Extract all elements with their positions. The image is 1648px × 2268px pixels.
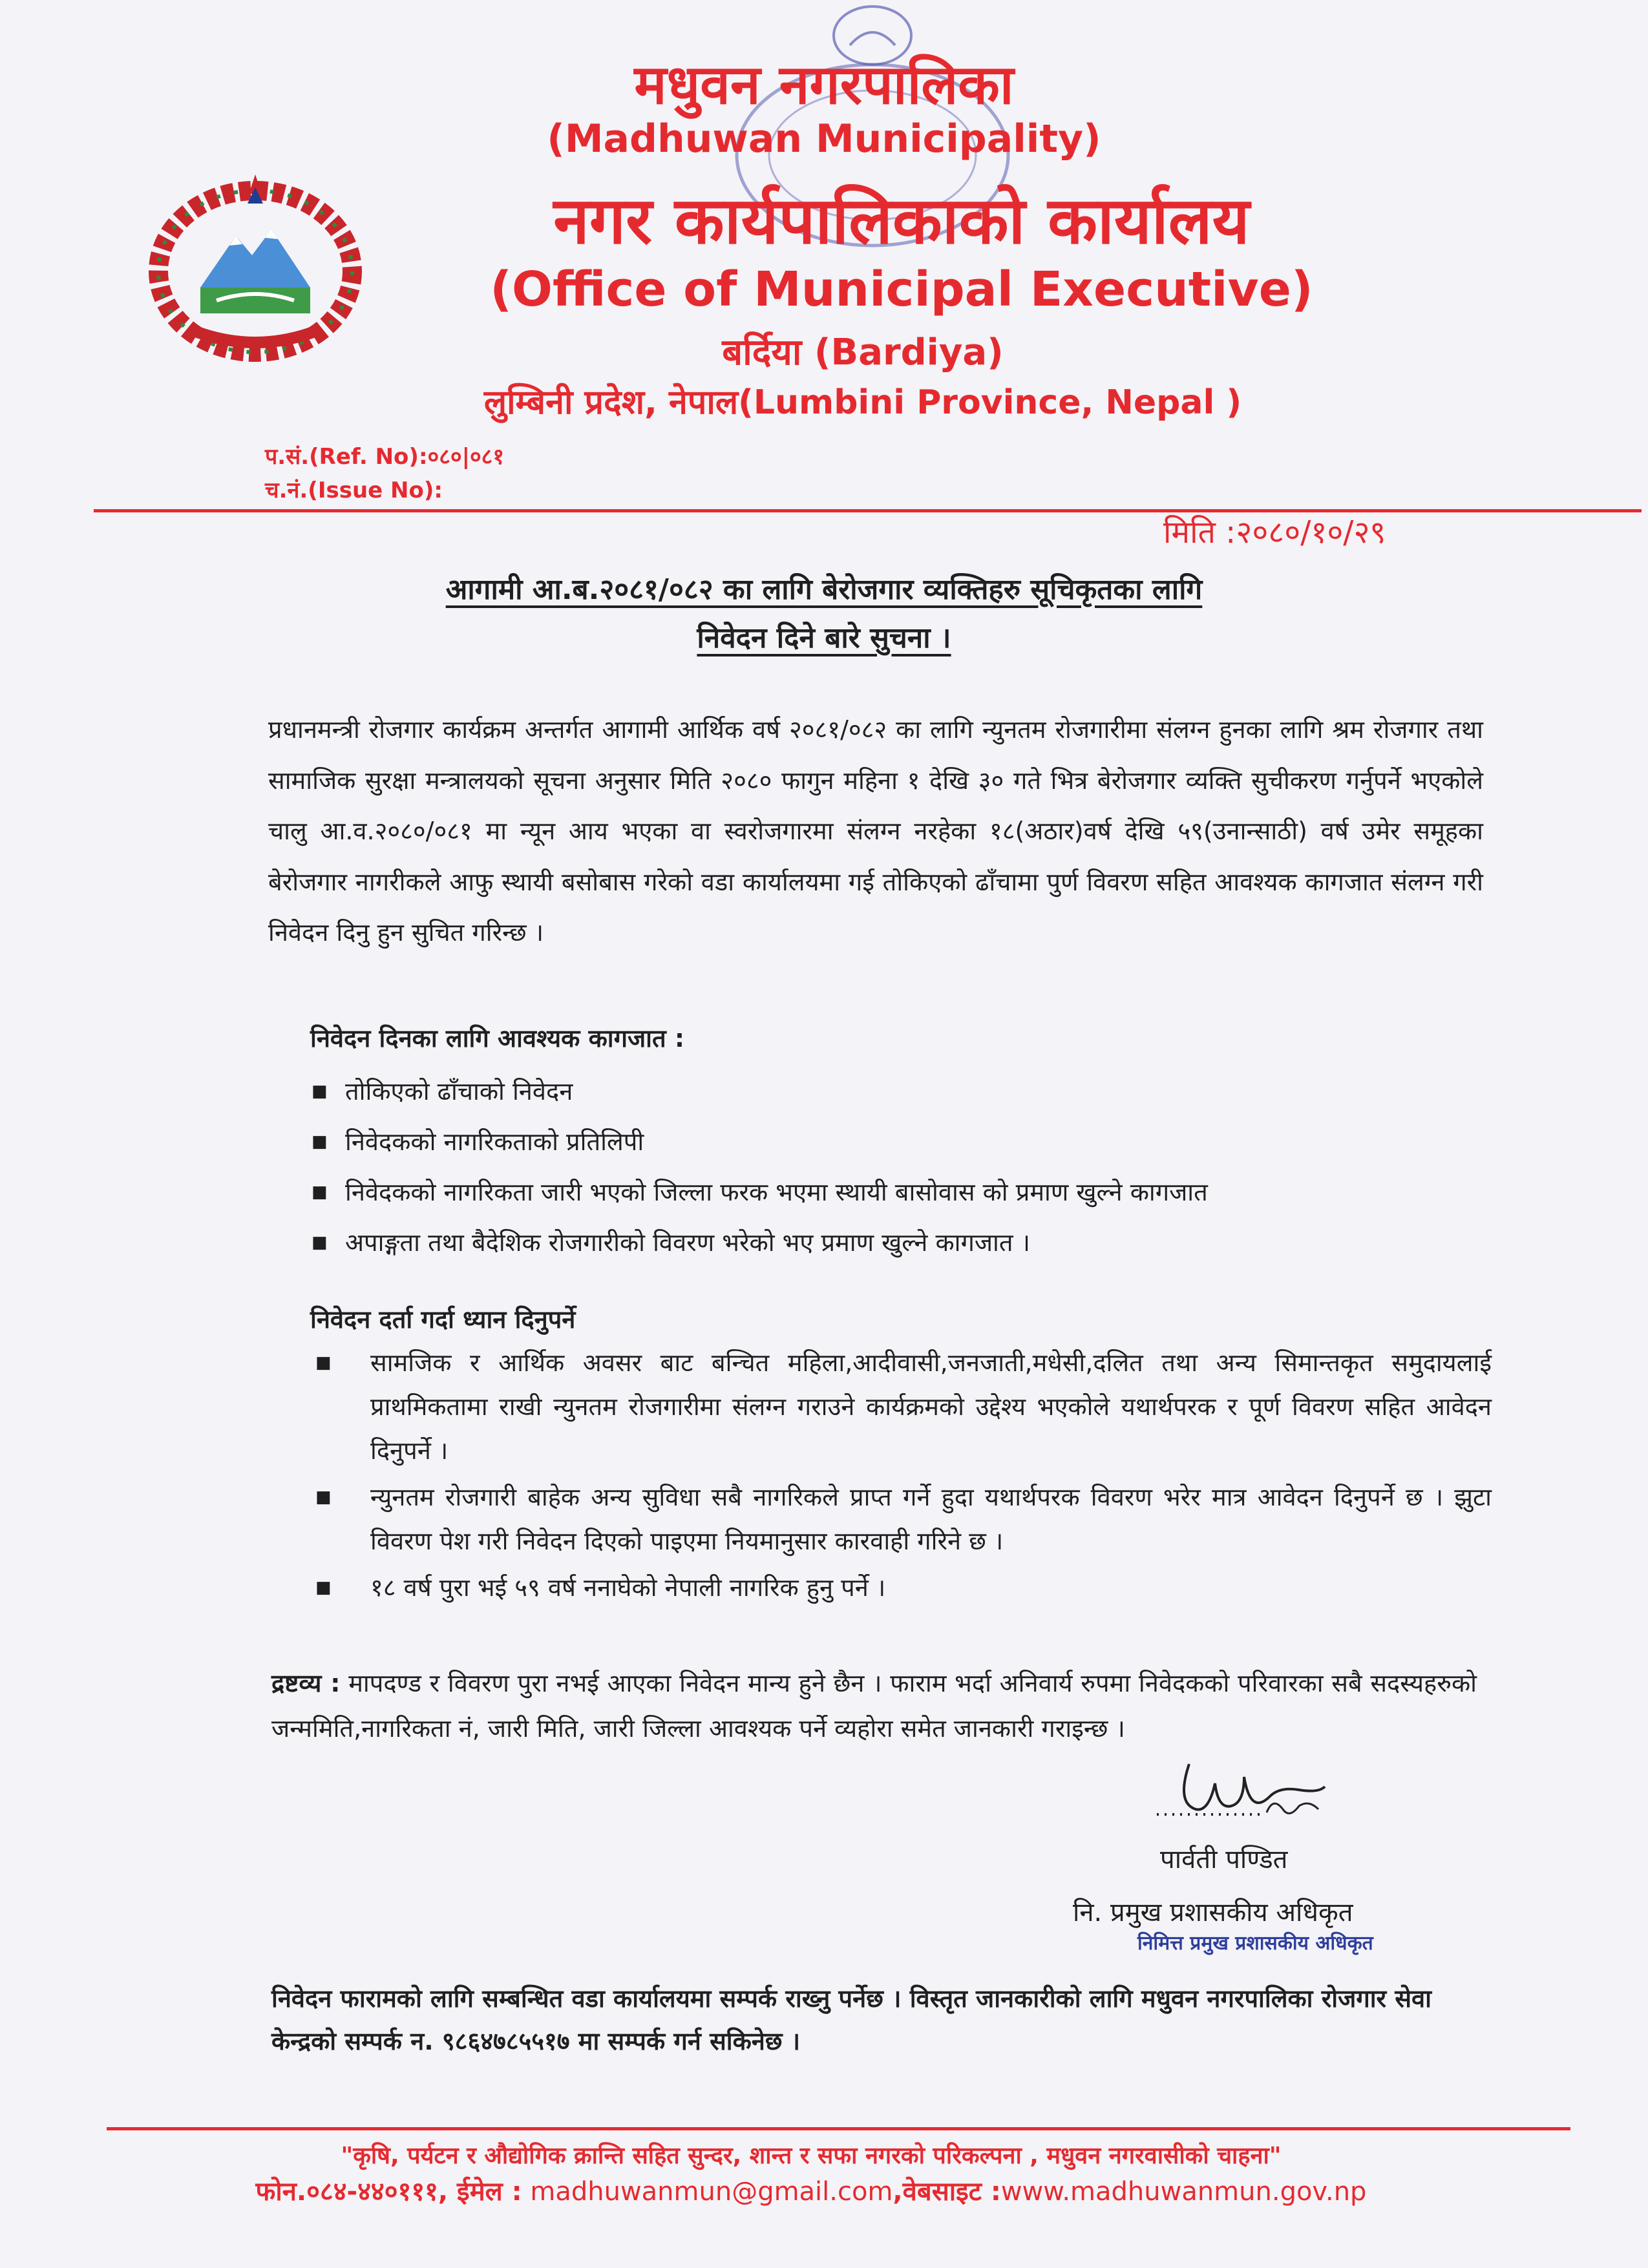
municipality-name-en: (Madhuwan Municipality) <box>547 116 1101 162</box>
issue-number: च.नं.(Issue No): <box>265 478 443 503</box>
bullet-icon: ■ <box>312 1182 328 1202</box>
intro-paragraph: प्रधानमन्त्री रोजगार कार्यक्रम अन्तर्गत आगामी आर्थिक वर्ष २०८१/०८२ का लागि न्युनतम रोजगारीमा संलग्न हुनका लागि श्रम रोजगार तथा सामाजिक सुरक्षा मन्त्रालयको सूचना अनुसार मिति २०८० फागुन महिना १ देखि ३० गते भित्र बेरोजगार व्यक्ति सुचीकरण गर्नुपर्ने भएकोले चालु आ.व.२०८०/०८१ मा न्यून आय भएका वा स्वरोजगारमा संलग्न नरहेका १८(अठार)वर्ष देखि ५९(उनान्साठी) वर्ष उमेर समूहका बेरोजगार नागरीकले आफु स्थायी बसोबास गरेको वडा कार्यालयमा गई तोकिएको ढाँचामा पुर्ण विवरण सहित आवश्यक कागजात संलग्न गरी निवेदन दिनु हुन सुचित गरिन्छ । <box>268 715 1484 947</box>
notice-date: मिति :२०८०/१०/२९ <box>1163 514 1386 551</box>
website-link[interactable]: www.madhuwanmun.gov.np <box>1000 2177 1367 2207</box>
municipality-name-np: मधुवन नगरपालिका <box>634 53 1014 116</box>
footer-contact <box>0 2172 1635 2208</box>
signatory-title: नि. प्रमुख प्रशासकीय अधिकृत <box>1073 1898 1353 1927</box>
bullet-icon: ■ <box>312 1132 328 1151</box>
bullet-icon: ■ <box>315 1353 332 1372</box>
bullet-icon: ■ <box>315 1487 332 1507</box>
list-item: ■ निवेदकको नागरिकताको प्रतिलिपी <box>309 1117 1485 1167</box>
remark-label: द्रष्टव्य : <box>271 1669 341 1697</box>
office-name-en: (Office of Municipal Executive) <box>490 262 1313 317</box>
office-name-np: नगर कार्यपालिकाको कार्यालय <box>553 183 1250 258</box>
signatory-stamp: निमित्त प्रमुख प्रशासकीय अधिकृत <box>1137 1932 1373 1955</box>
list-item: ■ न्युनतम रोजगारी बाहेक अन्य सुविधा सबै नागरिकले प्राप्त गर्ने हुदा यथार्थपरक विवरण भरेर मात्र आवेदन दिनुपर्ने छ । झुटा विवरण पेश गरी निवेदन दिएको पाइएमा नियमानुसार कारवाही गरिने छ । <box>309 1475 1492 1563</box>
notice-title-line1: आगामी आ.ब.२०८१/०८२ का लागि बेरोजगार व्यक्तिहरु सूचिकृतका लागि <box>445 573 1203 606</box>
bullet-icon: ■ <box>315 1578 332 1597</box>
footer-divider <box>107 2127 1570 2130</box>
email-link[interactable]: madhuwanmun@gmail.com <box>530 2177 893 2207</box>
list-item: ■ निवेदकको नागरिकता जारी भएको जिल्ला फरक भएमा स्थायी बासोवास को प्रमाण खुल्ने कागजात <box>309 1167 1485 1217</box>
signatory-name: पार्वती पण्डित <box>1160 1845 1288 1874</box>
notes-heading: निवेदन दर्ता गर्दा ध्यान दिनुपर्ने <box>310 1305 576 1334</box>
bullet-icon: ■ <box>312 1082 328 1101</box>
list-item: ■ सामजिक र आर्थिक अवसर बाट बन्चित महिला,आदीवासी,जनजाती,मधेसी,दलित तथा अन्य सिमान्तकृत समुदायलाई प्राथमिकतामा राखी न्युनतम रोजगारीमा संलग्न गराउने कार्यक्रमको उद्देश्य भएकोले यथार्थपरक र पूर्ण विवरण सहित आवेदन दिनुपर्ने । <box>309 1341 1492 1473</box>
remark-paragraph: द्रष्टव्य : मापदण्ड र विवरण पुरा नभई आएका निवेदन मान्य हुने छैन । फाराम भर्दा अनिवार्य रुपमा निवेदकको परिवारका सबै सदस्यहरुको जन्ममिति,नागरिकता नं, जारी मिति, जारी जिल्ला आवश्यक पर्ने व्यहोरा समेत जानकारी गराइन्छ । <box>271 1669 1477 1743</box>
contact-note: निवेदन फारामको लागि सम्बन्धित वडा कार्यालयमा सम्पर्क राख्नु पर्नेछ । विस्तृत जानकारीको लागि मधुवन नगरपालिका रोजगार सेवा केन्द्रको सम्पर्क न. ९८६४७८५५१७ मा सम्पर्क गर्न सकिनेछ । <box>271 1984 1431 2055</box>
notice-title-line2: निवेदन दिने बारे सुचना । <box>697 622 951 655</box>
bullet-icon: ■ <box>312 1233 328 1252</box>
province-line: लुम्बिनी प्रदेश, नेपाल(Lumbini Province, Nepal ) <box>483 383 1242 422</box>
web-label: ,वेबसाइट : <box>893 2177 1001 2207</box>
signature-icon <box>1137 1738 1357 1835</box>
ref-number: प.सं.(Ref. No):०८०|०८१ <box>265 444 505 470</box>
notes-list <box>309 1341 1492 1612</box>
footer-slogan: "कृषि, पर्यटन र औद्योगिक क्रान्ति सहित सुन्दर, शान्त र सफा नगरको परिकल्पना , मधुवन नगरवासीको चाहना" <box>341 2143 1282 2169</box>
district-line: बर्दिया (Bardiya) <box>722 331 1004 373</box>
documents-heading: निवेदन दिनका लागि आवश्यक कागजात : <box>310 1024 685 1053</box>
documents-list <box>309 1066 1485 1268</box>
list-item: ■ अपाङ्गता तथा बैदेशिक रोजगारीको विवरण भरेको भए प्रमाण खुल्ने कागजात । <box>309 1217 1485 1268</box>
list-item: ■ १८ वर्ष पुरा भई ५९ वर्ष ननाघेको नेपाली नागरिक हुनु पर्ने । <box>309 1566 1492 1610</box>
list-item: ■ तोकिएको ढाँचाको निवेदन <box>309 1066 1485 1117</box>
phone-label: फोन.०८४-४४०१११, ईमेल : <box>255 2177 522 2207</box>
